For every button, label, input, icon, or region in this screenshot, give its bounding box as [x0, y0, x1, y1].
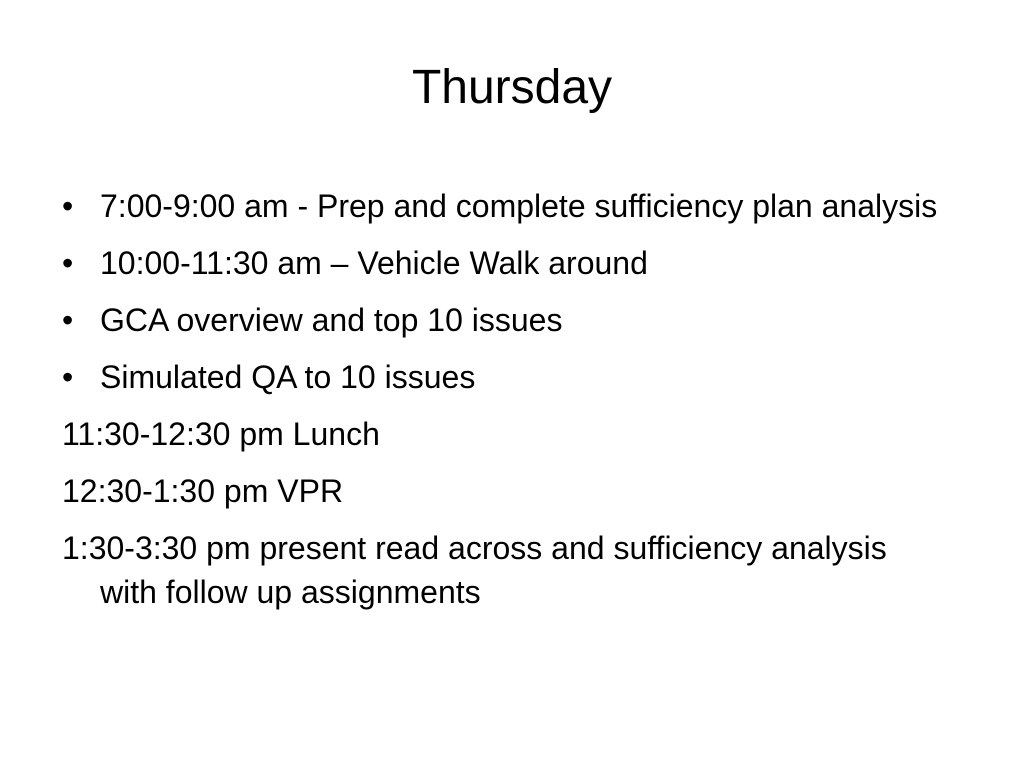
bullet-text: 7:00-9:00 am - Prep and complete sufficiency plan analysis	[100, 188, 938, 224]
bullet-item	[62, 184, 942, 228]
bullet-text: 10:00-11:30 am – Vehicle Walk around	[100, 245, 648, 281]
slide-title: Thursday	[411, 61, 613, 114]
schedule-line: 12:30-1:30 pm VPR	[62, 473, 344, 509]
bullet-icon: •	[62, 359, 74, 395]
bullet-text: Simulated QA to 10 issues	[100, 359, 476, 395]
schedule-line: 1:30-3:30 pm present read across and sufficiency analysis with follow up assignments	[62, 530, 887, 610]
bullet-icon: •	[62, 188, 74, 224]
schedule-line: 11:30-12:30 pm Lunch	[62, 416, 380, 452]
bullet-item	[62, 241, 942, 285]
slide-body	[62, 184, 942, 627]
bullet-icon: •	[62, 302, 74, 338]
bullet-text: GCA overview and top 10 issues	[100, 302, 563, 338]
bullet-icon: •	[62, 245, 74, 281]
bullet-item	[62, 355, 942, 399]
bullet-item	[62, 298, 942, 342]
